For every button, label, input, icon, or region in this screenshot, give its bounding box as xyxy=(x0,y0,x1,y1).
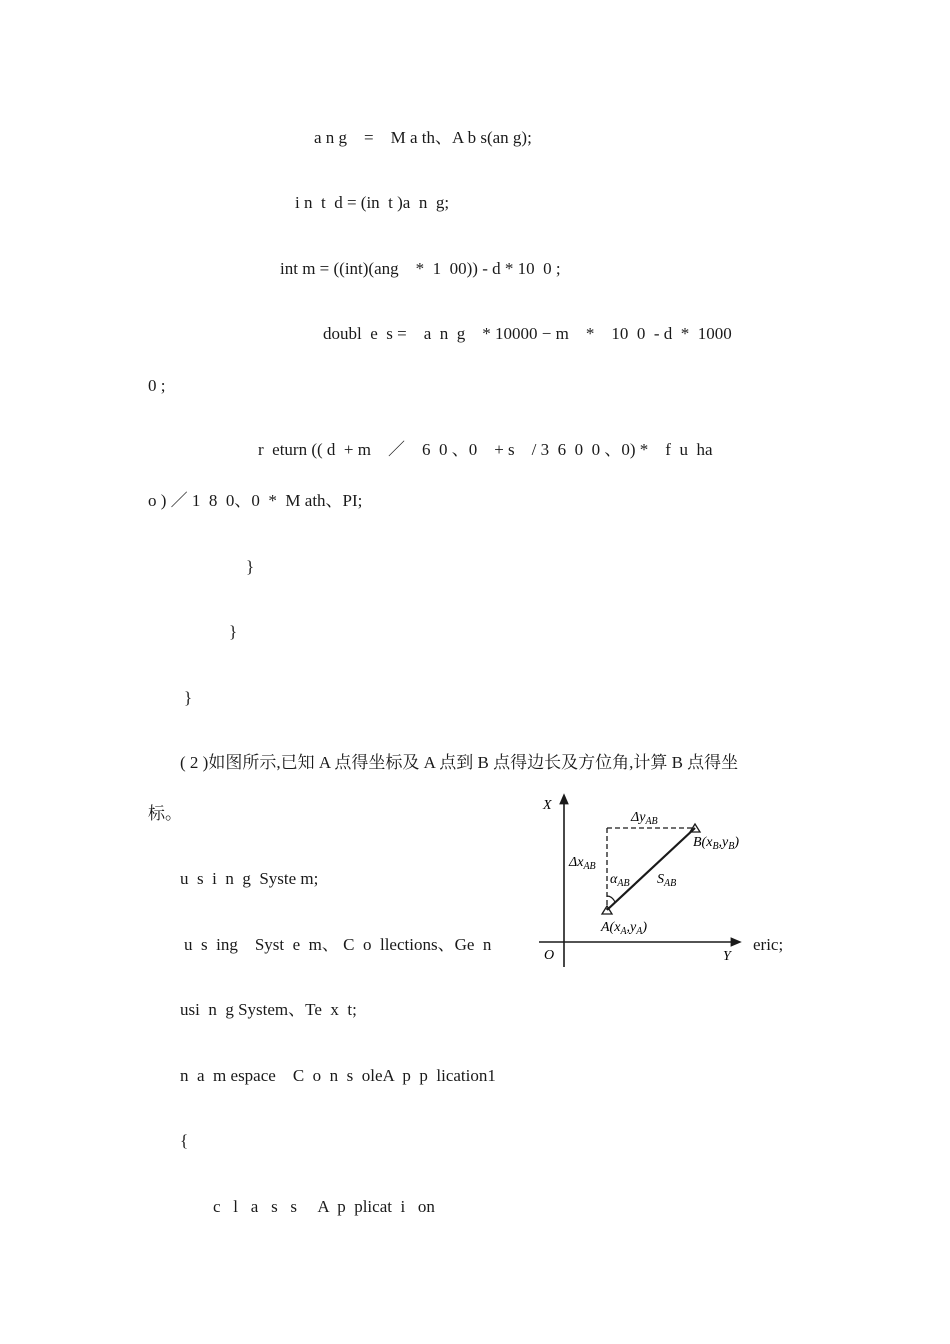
origin-label: O xyxy=(544,948,555,963)
code-using-text: usi n g System、Te x t; xyxy=(180,1000,357,1019)
closing-brace-1: } xyxy=(246,557,255,576)
code-class-decl: c l a s s A p plicat i on xyxy=(213,1197,435,1216)
code-line-2: i n t d = (in t )a n g; xyxy=(295,193,450,212)
problem-statement: ( 2 )如图所示,已知 A 点得坐标及 A 点到 B 点得边长及方位角,计算 B 点得坐 xyxy=(180,753,739,772)
dy-label: $\Delta y_{AB}$ xyxy=(631,810,658,827)
axis-y-label: Y xyxy=(723,949,731,964)
bearing-arc xyxy=(607,896,615,902)
side-ab-line xyxy=(607,828,695,910)
code-line-1: a n g = M a th、A b s(an g); xyxy=(314,128,532,147)
code-line-5-wrap: o ) ／ 1 8 0、0 * M ath、PI; xyxy=(148,491,363,510)
alpha-label: $\alpha_{AB}$ xyxy=(610,872,630,889)
code-line-5: r eturn (( d + m ／ 6 0 、0 + s / 3 6 0 0 、0) * f u ha xyxy=(258,440,713,459)
closing-brace-3: } xyxy=(184,688,193,707)
code-open-brace: { xyxy=(180,1131,189,1150)
code-line-4: doubl e s = a n g * 10000 − m * 10 0 - d * 1000 xyxy=(323,324,732,343)
dx-label: $\Delta x_{AB}$ xyxy=(569,855,596,872)
point-a-label: $A(x_A,y_A)$ xyxy=(601,920,648,937)
coordinate-diagram xyxy=(535,792,765,967)
code-using-collections: u s ing Syst e m、 C o llections、Ge n xyxy=(184,935,492,954)
axis-x-label: X xyxy=(543,798,552,813)
code-namespace: n a m espace C o n s oleA p p lication1 xyxy=(180,1066,496,1085)
closing-brace-2: } xyxy=(229,622,238,641)
code-line-3: int m = ((int)(ang * 1 00)) - d * 10 0 ; xyxy=(280,259,561,278)
problem-statement-wrap: 标。 xyxy=(148,804,182,823)
code-line-4-wrap: 0 ; xyxy=(148,376,166,395)
code-using-system: u s i n g Syste m; xyxy=(180,869,319,888)
point-b-label: $B(x_B,y_B)$ xyxy=(693,835,740,852)
code-using-collections-tail: eric; xyxy=(753,935,784,954)
side-s-label: $S_{AB}$ xyxy=(657,872,677,889)
